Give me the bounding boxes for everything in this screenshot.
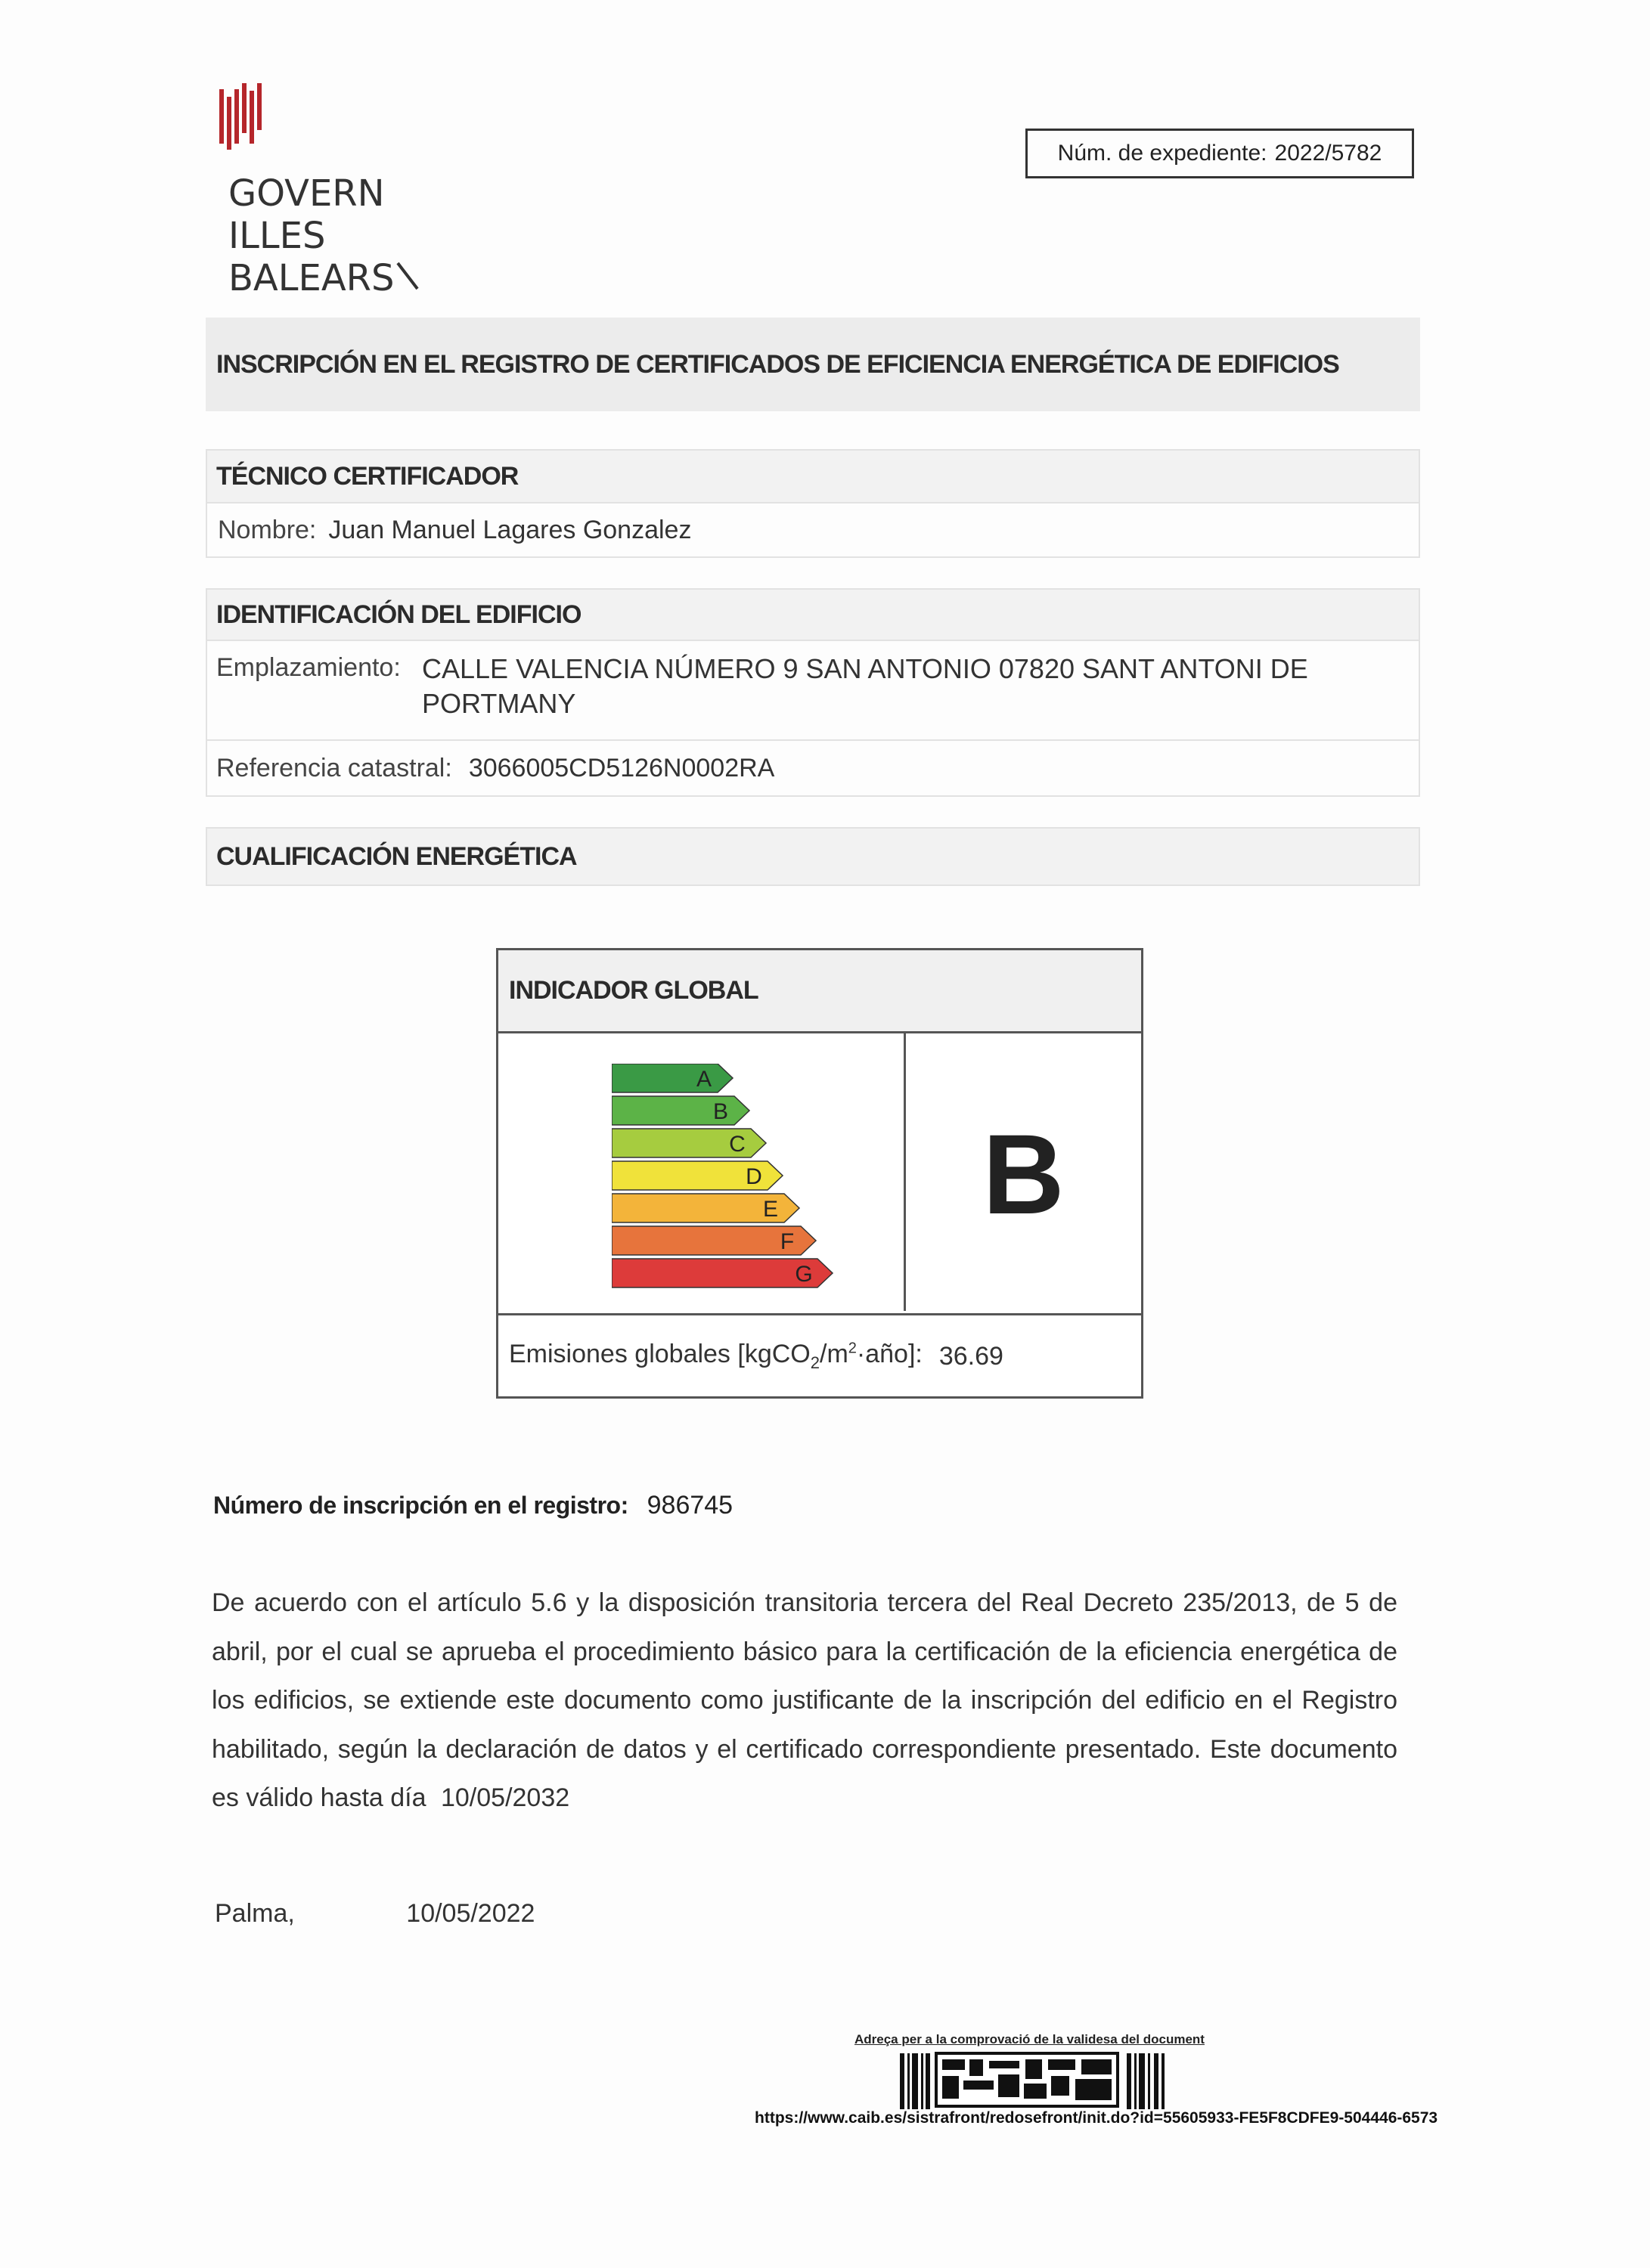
- emissions-label-mid: /m: [820, 1340, 848, 1369]
- tecnico-heading: [206, 449, 1420, 503]
- emissions-label-prefix: Emisiones globales [kgCO: [509, 1340, 811, 1369]
- tecnico-name-row: [206, 502, 1420, 558]
- energy-rating-letter: B: [982, 1111, 1065, 1238]
- document-title: INSCRIPCIÓN EN EL REGISTRO DE CERTIFICADOS DE EFICIENCIA ENERGÉTICA DE EDIFICIOS: [216, 349, 1339, 379]
- edificio-heading: [206, 588, 1420, 641]
- energy-bar-label-a: A: [696, 1067, 712, 1092]
- document-title-bar: [206, 318, 1420, 411]
- cadastral-label: Referencia catastral:: [216, 753, 452, 782]
- tecnico-name-value: Juan Manuel Lagares Gonzalez: [328, 515, 692, 544]
- emissions-label-sub: 2: [810, 1352, 820, 1372]
- energy-bar-b: [612, 1096, 749, 1125]
- registro-value: 986745: [647, 1491, 734, 1520]
- energy-bar-label-f: F: [780, 1229, 795, 1254]
- location-value: [422, 652, 1308, 721]
- location-line-1: CALLE VALENCIA NÚMERO 9 SAN ANTONIO 07820 SANT ANTONI DE: [422, 653, 1308, 684]
- location-label: Emplazamiento:: [216, 653, 401, 682]
- logo-line-3: BALEARS: [228, 257, 395, 299]
- verify-url: https://www.caib.es/sistrafront/redosefront/init.do?id=55605933-FE5F8CDFE9-504446-6573: [755, 2109, 1438, 2127]
- cualificacion-heading: [206, 827, 1420, 886]
- edificio-location-row: [206, 640, 1420, 741]
- valid-until-date: 10/05/2032: [440, 1783, 570, 1812]
- issue-date: 10/05/2022: [406, 1899, 535, 1928]
- verify-caption: Adreça per a la comprovació de la validesa del document: [854, 2032, 1205, 2046]
- energy-bar-label-g: G: [795, 1262, 813, 1287]
- registro-label: Número de inscripción en el registro:: [213, 1492, 628, 1519]
- indicator-heading-text: INDICADOR GLOBAL: [509, 976, 758, 1005]
- cualificacion-heading-text: CUALIFICACIÓN ENERGÉTICA: [216, 841, 577, 871]
- indicator-heading: [498, 950, 1141, 1033]
- registro-row: [213, 1491, 733, 1520]
- tecnico-name-label: Nombre:: [218, 515, 317, 544]
- location-line-2: PORTMANY: [422, 688, 576, 719]
- emissions-label-suffix: ·año]:: [856, 1340, 923, 1369]
- govern-logo-text: [228, 172, 433, 299]
- global-indicator-box: [496, 948, 1143, 1399]
- expediente-value: 2022/5782: [1274, 141, 1382, 166]
- energy-bar-label-b: B: [712, 1099, 729, 1124]
- energy-bar-a: [612, 1064, 733, 1092]
- cadastral-row: [206, 739, 1420, 797]
- energy-bar-label-e: E: [762, 1197, 779, 1222]
- expediente-box: [1025, 129, 1414, 178]
- place-date-row: [215, 1899, 535, 1929]
- logo-slash-icon: [395, 260, 433, 290]
- logo-line-2: ILLES: [228, 215, 326, 257]
- emissions-value: 36.69: [938, 1341, 1003, 1371]
- edificio-heading-text: IDENTIFICACIÓN DEL EDIFICIO: [216, 600, 582, 629]
- legal-paragraph-text: De acuerdo con el artículo 5.6 y la disposición transitoria tercera del Real Decreto 235/2013, de 5 de abril, por el cual se aprueba el procedimiento básico para la certificación de la eficiencia energética de los edificios, se extiende este documento como justificante de la inscripción del edificio en el Registro habilitado, según la declaración de datos y el certificado correspondiente presentado. Este documento es válido hasta día: [212, 1588, 1397, 1812]
- emissions-label: [509, 1340, 923, 1373]
- govern-logo-bars-icon: [219, 83, 266, 151]
- cadastral-value: 3066005CD5126N0002RA: [468, 753, 775, 782]
- logo-line-1: GOVERN: [228, 172, 385, 215]
- place: Palma,: [215, 1899, 295, 1928]
- expediente-label: Núm. de expediente:: [1057, 141, 1267, 166]
- emissions-label-sup: 2: [848, 1340, 857, 1357]
- energy-bar-label-d: D: [746, 1164, 762, 1189]
- energy-scale-chart: [612, 1064, 861, 1306]
- verification-barcode-icon: [900, 2050, 1217, 2112]
- legal-paragraph: [212, 1579, 1397, 1823]
- tecnico-heading-text: TÉCNICO CERTIFICADOR: [216, 461, 519, 491]
- energy-bar-label-c: C: [729, 1132, 746, 1157]
- emissions-row: [509, 1315, 1003, 1397]
